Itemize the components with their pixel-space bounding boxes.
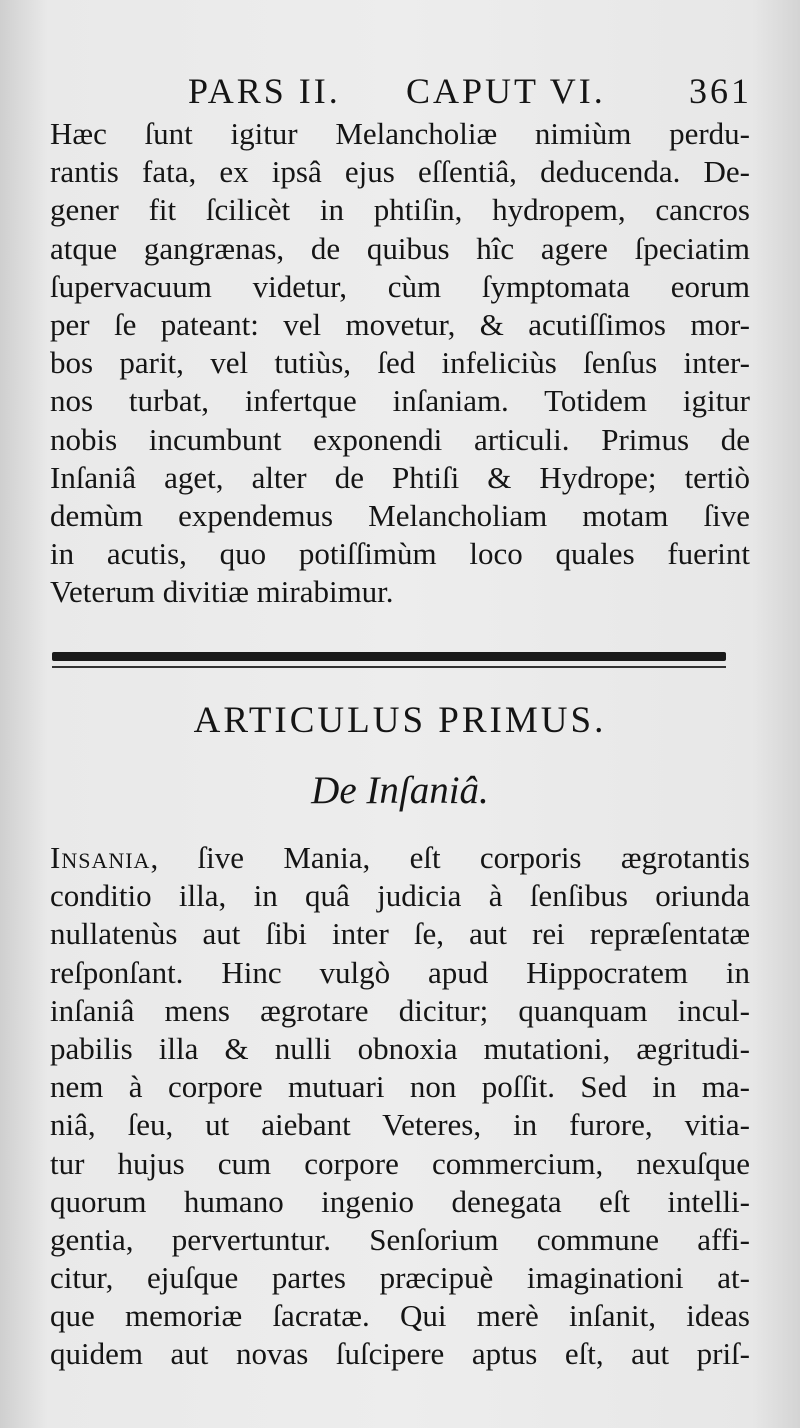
text-line: niâ, ſeu, ut aiebant Veteres, in furore, vitia- [50, 1107, 750, 1143]
text-line: nos turbat, infertque inſaniam. Totidem igitur [50, 383, 750, 419]
text-line: atque gangrænas, de quibus hîc agere ſpeciatim [50, 230, 750, 266]
text-line: quidem aut novas ſuſcipere aptus eſt, aut priſ- [50, 1336, 750, 1372]
text-line: gentia, pervertuntur. Senſorium commune affi- [50, 1221, 750, 1257]
section-divider-thin [52, 666, 726, 668]
text-line: Inſaniâ aget, alter de Phtiſi & Hydrope; tertiò [50, 459, 750, 495]
section-divider-thick [52, 652, 726, 661]
text-line: rantis fata, ex ipsâ ejus eſſentiâ, deducenda. De- [50, 154, 750, 190]
text-line: demùm expendemus Melancholiam motam ſive [50, 497, 750, 533]
first-line-rest: , ſive Mania, eſt corporis ægrotantis [150, 840, 750, 875]
text-line: inſaniâ mens ægrotare dicitur; quanquam incul- [50, 992, 750, 1028]
text-line: reſponſant. Hinc vulgò apud Hippocratem in [50, 954, 750, 990]
running-head-chapter: CAPUT VI. [406, 71, 606, 111]
text-line: nem à corpore mutuari non poſſit. Sed in ma- [50, 1069, 750, 1105]
text-line: pabilis illa & nulli obnoxia mutationi, ægritudi- [50, 1030, 750, 1066]
paragraph-1 [50, 115, 750, 611]
text-line: nobis incumbunt exponendi articuli. Primus de [50, 421, 750, 457]
section-subheading: De Inſaniâ. [311, 769, 489, 812]
paragraph-2 [50, 839, 750, 1374]
text-line: bos parit, vel tutiùs, ſed infeliciùs ſenſus inter- [50, 345, 750, 381]
text-line: tur hujus cum corpore commercium, nexuſque [50, 1145, 750, 1181]
page-number: 361 [689, 71, 752, 111]
running-head [170, 70, 770, 116]
text-line: que memoriæ ſacratæ. Qui merè inſanit, ideas [50, 1298, 750, 1334]
text-line: per ſe pateant: vel movetur, & acutiſſimos mor- [50, 306, 750, 342]
text-line: quorum humano ingenio denegata eſt intelli- [50, 1183, 750, 1219]
text-line-first [50, 839, 750, 877]
text-line: Veterum divitiæ mirabimur. [50, 574, 394, 610]
running-head-part: PARS II. [188, 71, 341, 111]
text-line: nullatenùs aut ſibi inter ſe, aut rei repræſentatæ [50, 916, 750, 952]
lead-word: Insania [50, 840, 151, 875]
text-line: citur, ejuſque partes præcipuè imaginationi at- [50, 1260, 750, 1296]
text-line: ſupervacuum videtur, cùm ſymptomata eorum [50, 268, 750, 304]
text-line: Hæc ſunt igitur Melancholiæ nimiùm perdu- [50, 116, 750, 151]
text-line: in acutis, quo potiſſimùm loco quales fuerint [50, 536, 750, 572]
text-line: conditio illa, in quâ judicia à ſenſibus oriunda [50, 878, 750, 914]
text-line: gener fit ſcilicèt in phtiſin, hydropem, cancros [50, 192, 750, 228]
section-heading: ARTICULUS PRIMUS. [193, 700, 607, 741]
